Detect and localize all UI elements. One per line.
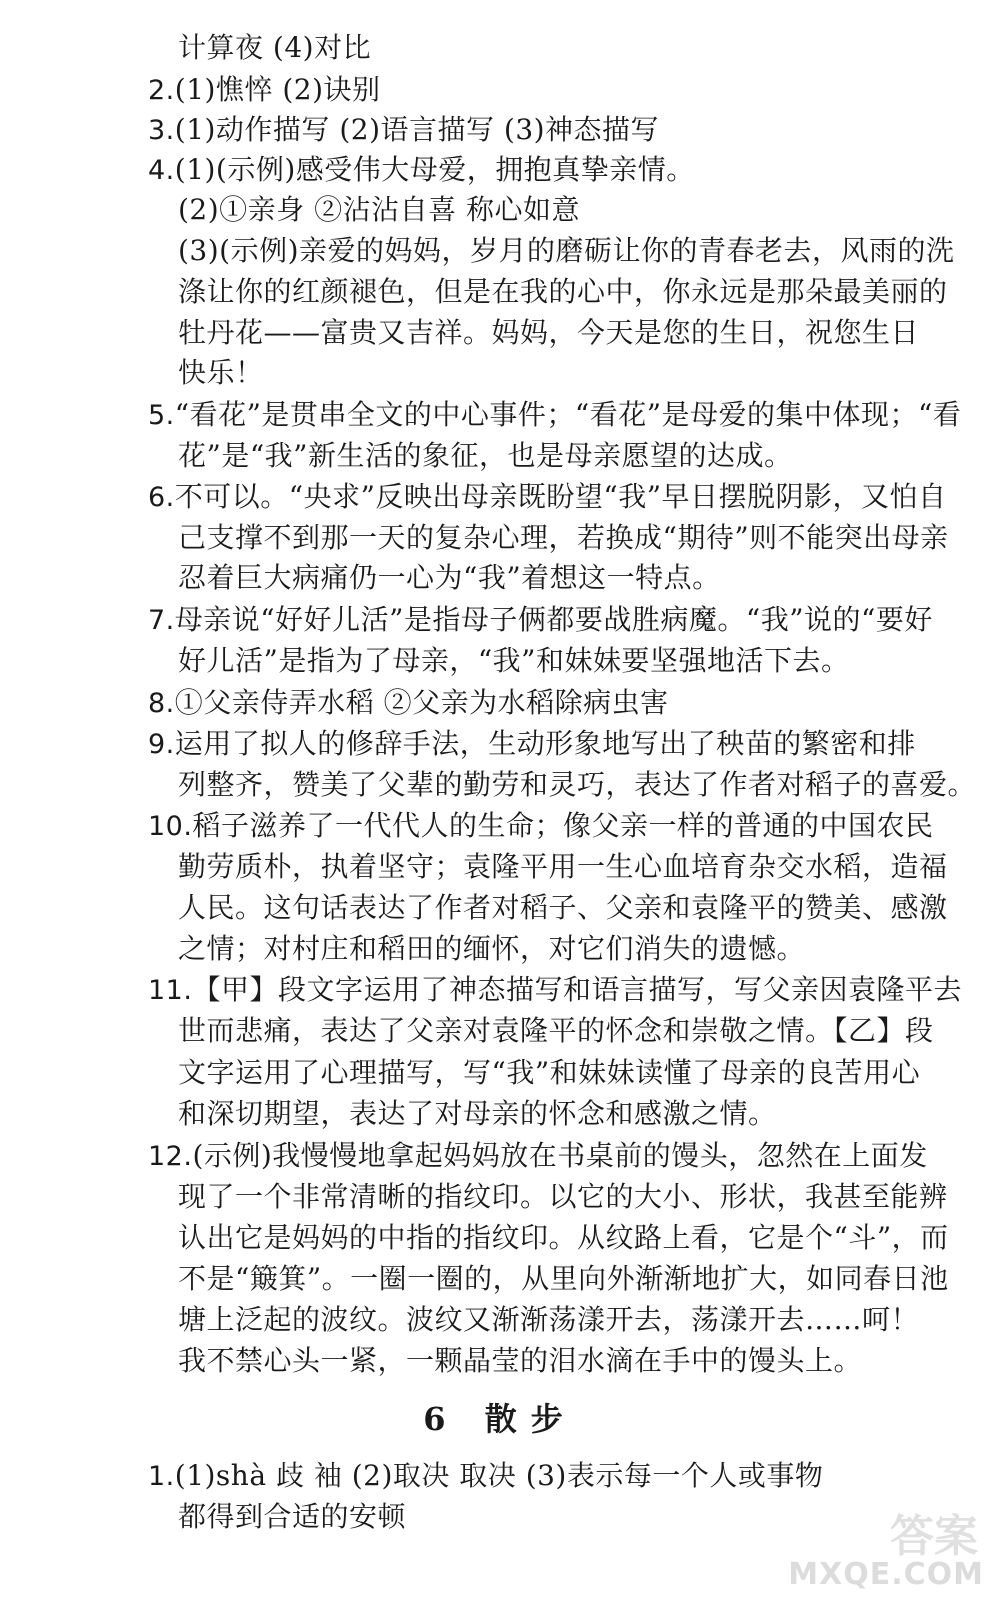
answer-line xyxy=(148,1136,978,1176)
item-number: 6. xyxy=(148,482,175,513)
answer-line xyxy=(178,641,1000,681)
answer-line xyxy=(148,970,978,1010)
line-text: ①父亲侍弄水稻 ②父亲为水稻除病虫害 xyxy=(174,686,669,719)
line-text: 和深切期望，表达了对母亲的怀念和感激之情。 xyxy=(178,1097,777,1130)
item-number: 2. xyxy=(148,75,175,106)
line-text: 人民。这句话表达了作者对稻子、父亲和袁隆平的赞美、感激 xyxy=(178,891,948,924)
line-text: 不是“簸箕”。一圈一圈的，从里向外渐渐地扩大，如同春日池 xyxy=(178,1262,949,1295)
line-text: 稻子滋养了一代代人的生命；像父亲一样的普通的中国农民 xyxy=(192,809,934,842)
line-text: (3)(示例)亲爱的妈妈，岁月的磨砺让你的青春老去，风雨的洗 xyxy=(178,234,955,267)
line-text: 列整齐，赞美了父辈的勤劳和灵巧，表达了作者对稻子的喜爱。 xyxy=(178,768,977,801)
answer-line xyxy=(178,929,1000,969)
section-title: 6 散步 xyxy=(423,1400,577,1438)
answer-line xyxy=(178,765,1000,805)
line-text: 花”是“我”新生活的象征，也是母亲愿望的达成。 xyxy=(178,439,793,472)
line-text: (1)(示例)感受伟大母爱，拥抱真挚亲情。 xyxy=(174,153,695,186)
item-number: 9. xyxy=(148,729,175,760)
line-text: 都得到合适的安顿 xyxy=(178,1500,407,1533)
line-text: 计算夜 (4)对比 xyxy=(178,31,372,64)
answer-line xyxy=(178,1259,1000,1299)
answer-line xyxy=(178,231,1000,271)
line-text: 涤让你的红颜褪色，但是在我的心中，你永远是那朵最美丽的 xyxy=(178,275,948,308)
answer-line xyxy=(178,436,1000,476)
answer-line xyxy=(178,190,1000,230)
item-number: 12. xyxy=(148,1141,193,1172)
line-text: 我不禁心头一紧，一颗晶莹的泪水滴在手中的馒头上。 xyxy=(178,1344,863,1377)
line-text: 勤劳质朴，执着坚守；袁隆平用一生心血培育杂交水稻，造福 xyxy=(178,850,948,883)
answer-line xyxy=(178,1053,1000,1093)
item-number: 4. xyxy=(148,155,175,186)
answer-line xyxy=(148,110,978,150)
answer-line xyxy=(148,70,978,110)
line-text: (示例)我慢慢地拿起妈妈放在书桌前的馒头，忽然在上面发 xyxy=(192,1139,928,1172)
item-number: 8. xyxy=(148,688,175,719)
answer-line xyxy=(148,395,978,435)
watermark-site: MXQE.COM xyxy=(788,1557,984,1592)
answer-line xyxy=(148,477,978,517)
answer-line xyxy=(178,313,1000,353)
line-text: 快乐！ xyxy=(178,356,264,389)
item-number: 7. xyxy=(148,605,175,636)
item-number: 5. xyxy=(148,400,175,431)
line-text: 现了一个非常清晰的指纹印。以它的大小、形状，我甚至能辨 xyxy=(178,1180,948,1213)
answer-line xyxy=(178,1341,1000,1381)
line-text: 忍着巨大病痛仍一心为“我”着想这一特点。 xyxy=(178,561,721,594)
line-text: 不可以。“央求”反映出母亲既盼望“我”早日摆脱阴影，又怕自 xyxy=(174,480,947,513)
answer-line xyxy=(148,683,978,723)
answer-line xyxy=(178,1094,1000,1134)
answer-line xyxy=(178,28,1000,68)
line-text: (1)动作描写 (2)语言描写 (3)神态描写 xyxy=(174,113,660,146)
line-text: 文字运用了心理描写，写“我”和妹妹读懂了母亲的良苦用心 xyxy=(178,1056,921,1089)
answer-line xyxy=(178,1011,1000,1051)
line-text: 好儿活”是指为了母亲，“我”和妹妹要坚强地活下去。 xyxy=(178,644,850,677)
line-text: 己支撑不到那一天的复杂心理，若换成“期待”则不能突出母亲 xyxy=(178,521,949,554)
answer-line xyxy=(148,806,978,846)
answer-line xyxy=(178,272,1000,312)
item-number: 1. xyxy=(148,1461,175,1492)
answer-line xyxy=(148,600,978,640)
answer-line xyxy=(178,353,1000,393)
line-text: 牡丹花——富贵又吉祥。妈妈，今天是您的生日，祝您生日 xyxy=(178,316,920,349)
line-text: (2)①亲身 ②沾沾自喜 称心如意 xyxy=(178,193,580,226)
answer-line xyxy=(178,518,1000,558)
line-text: (1)shà 歧 袖 (2)取决 取决 (3)表示每一个人或事物 xyxy=(174,1459,824,1492)
line-text: “看花”是贯串全文的中心事件；“看花”是母爱的集中体现；“看 xyxy=(174,398,962,431)
line-text: 之情；对村庄和稻田的缅怀，对它们消失的遗憾。 xyxy=(178,932,806,965)
answer-line xyxy=(178,888,1000,928)
answer-line xyxy=(148,150,978,190)
line-text: 【甲】段文字运用了神态描写和语言描写，写父亲因袁隆平去 xyxy=(192,973,962,1006)
watermark xyxy=(788,1500,984,1592)
line-text: 塘上泛起的波纹。波纹又渐渐荡漾开去，荡漾开去……呵！ xyxy=(178,1303,920,1336)
line-text: 运用了拟人的修辞手法，生动形象地写出了秧苗的繁密和排 xyxy=(174,727,916,760)
answer-line xyxy=(178,1218,1000,1258)
answer-line xyxy=(178,1177,1000,1217)
item-number: 3. xyxy=(148,115,175,146)
watermark-logo: 答案 xyxy=(890,1511,978,1562)
answer-line xyxy=(148,1456,978,1496)
answer-line xyxy=(148,724,978,764)
item-number: 11. xyxy=(148,975,193,1006)
line-text: 母亲说“好好儿活”是指母子俩都要战胜病魔。“我”说的“要好 xyxy=(174,603,933,636)
line-text: 世而悲痛，表达了父亲对袁隆平的怀念和崇敬之情。【乙】段 xyxy=(178,1014,934,1047)
line-text: 认出它是妈妈的中指的指纹印。从纹路上看，它是个“斗”，而 xyxy=(178,1221,949,1254)
line-text: (1)憔悴 (2)诀别 xyxy=(174,73,381,106)
item-number: 10. xyxy=(148,811,193,842)
answer-line xyxy=(178,847,1000,887)
answer-line xyxy=(178,558,1000,598)
answer-line xyxy=(178,1300,1000,1340)
